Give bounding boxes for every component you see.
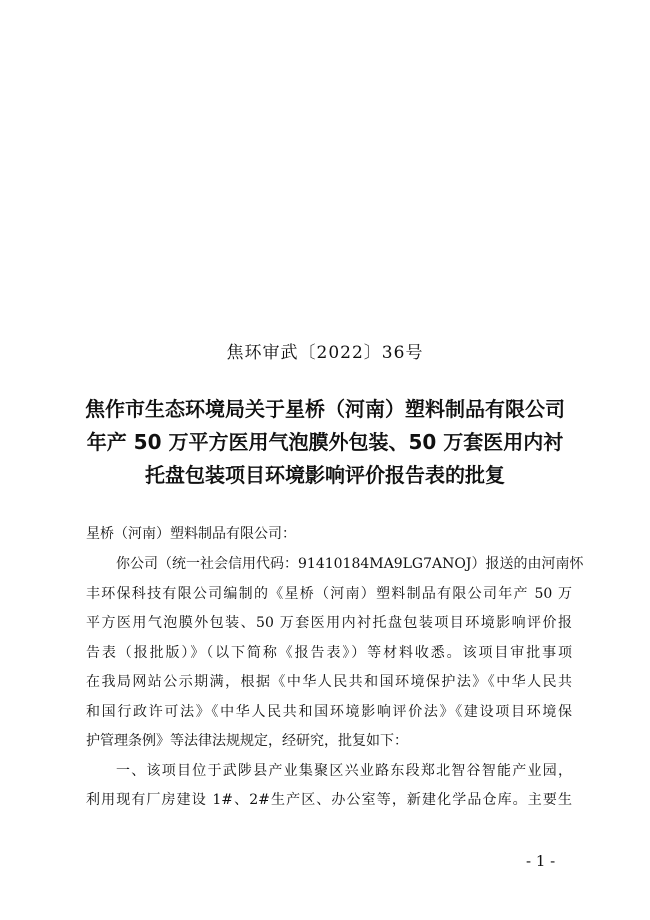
paragraph-line: 一、该项目位于武陟县产业集聚区兴业路东段郑北智谷智能产业园， — [116, 762, 572, 779]
paragraph-line: 和国行政许可法》《中华人民共和国环境影响评价法》《建设项目环境保 — [86, 703, 572, 720]
paragraph-line: 告表（报批版）》（以下简称《报告表》）等材料收悉。该项目审批事项 — [86, 644, 572, 661]
document-number: 焦环审武〔2022〕36号 — [226, 343, 424, 363]
paragraph-line: 利用现有厂房建设 1#、2#生产区、办公室等，新建化学品仓库。主要生 — [86, 792, 572, 808]
paragraph-line: 丰环保科技有限公司编制的《星桥（河南）塑料制品有限公司年产 50 万 — [86, 585, 572, 602]
document-title — [60, 393, 590, 492]
paragraph-line: 平方医用气泡膜外包装、50 万套医用内衬托盘包装项目环境影响评价报 — [86, 615, 572, 631]
paragraph-line: 在我局网站公示期满，根据《中华人民共和国环境保护法》《中华人民共 — [86, 674, 572, 690]
document-body — [86, 518, 584, 816]
title-line-2: 年产 50 万平方医用气泡膜外包装、50 万套医用内衬 — [86, 430, 564, 454]
paragraph-line: 你公司（统一社会信用代码：91410184MA9LG7ANOJ）报送的由河南怀 — [116, 556, 584, 572]
salutation: 星桥（河南）塑料制品有限公司： — [86, 526, 296, 542]
paragraph-2 — [86, 757, 572, 816]
title-line-1: 焦作市生态环境局关于星桥（河南）塑料制品有限公司 — [85, 397, 565, 421]
paragraph-line: 护管理条例》等法律法规规定，经研究，批复如下： — [86, 733, 408, 749]
paragraph-1 — [86, 550, 584, 757]
page-number: - 1 - — [526, 852, 556, 870]
title-line-3: 托盘包装项目环境影响评价报告表的批复 — [145, 463, 505, 487]
